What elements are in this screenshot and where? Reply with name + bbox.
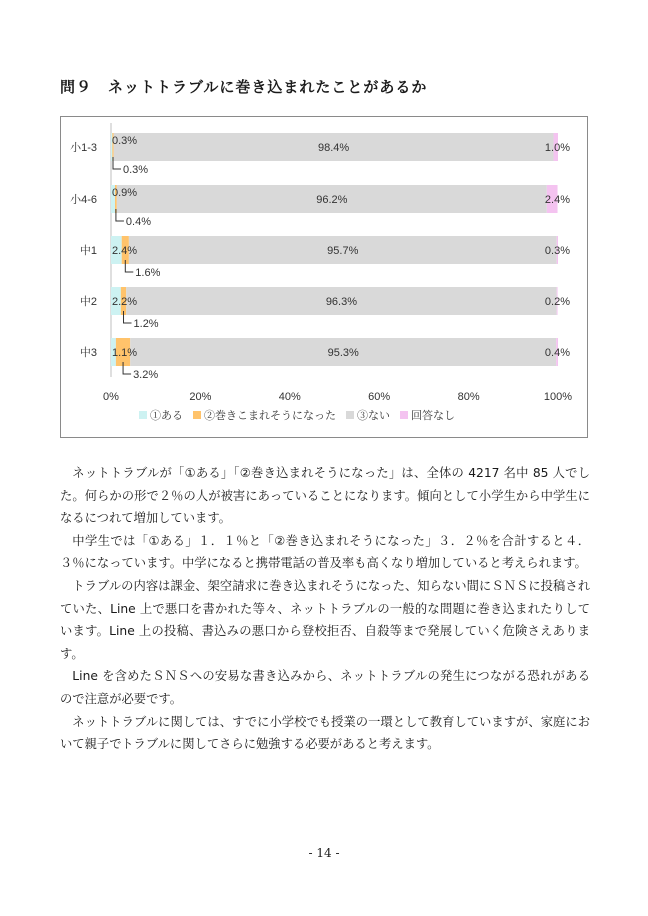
data-label: 0.4% [125, 216, 151, 228]
data-label: 95.7% [327, 245, 359, 257]
legend-label: ①ある [150, 410, 183, 422]
paragraph: ネットトラブルに関しては、すでに小学校でも授業の一環として教育していますが、家庭において親子でトラブルに関してさらに勉強する必要があると考えます。 [60, 714, 590, 752]
data-label: 0.2% [544, 296, 570, 308]
legend-label: 回答なし [411, 410, 455, 422]
legend-swatch [193, 411, 201, 419]
data-label: 96.2% [316, 194, 348, 206]
data-label: 0.9% [112, 187, 138, 199]
paragraph: 中学生では「①ある」１．１％と「②巻き込まれそうになった」３．２％を合計すると４．３％になっています。中学になると携帯電話の普及率も高くなり増加していると考えられます。 [60, 533, 590, 571]
data-label: 2.2% [112, 296, 138, 308]
question-heading: 問９ ネットトラブルに巻き込まれたことがあるか [60, 78, 428, 96]
category-label: 小4-6 [70, 194, 97, 206]
data-label: 0.3% [112, 135, 138, 147]
chart-frame [60, 116, 588, 438]
data-label: 98.4% [318, 142, 350, 154]
data-label: 1.2% [133, 318, 159, 330]
x-tick-label: 60% [368, 391, 391, 403]
data-label: 95.3% [327, 347, 359, 359]
body-text [60, 462, 590, 756]
data-label: 2.4% [544, 194, 570, 206]
data-label: 0.3% [544, 245, 570, 257]
data-label: 2.4% [112, 245, 138, 257]
paragraph: トラブルの内容は課金、架空請求に巻き込まれそうになった、知らない間にＳＮＳに投稿されていた、Line 上で悪口を書かれた等々、ネットトラブルの一般的な問題に巻き込まれたりしています。Line 上の投稿、書込みの悪口から登校拒否、自殺等まで発展していく危険さえあります。 [60, 578, 590, 661]
category-label: 中1 [79, 245, 97, 257]
legend-swatch [400, 411, 408, 419]
x-tick-label: 20% [189, 391, 212, 403]
x-tick-label: 80% [457, 391, 480, 403]
category-label: 小1-3 [70, 142, 97, 154]
legend-label: ③ない [357, 410, 390, 422]
data-label: 1.1% [112, 347, 138, 359]
data-label: 1.0% [544, 142, 570, 154]
category-label: 中3 [79, 347, 97, 359]
legend-label: ②巻きこまれそうになった [204, 410, 336, 422]
data-label: 0.3% [123, 164, 149, 176]
legend-swatch [346, 411, 354, 419]
data-label: 3.2% [133, 369, 159, 381]
category-label: 中2 [79, 296, 97, 308]
x-tick-label: 40% [278, 391, 301, 403]
data-label: 96.3% [325, 296, 358, 308]
paragraph: Line を含めたＳＮＳへの安易な書き込みから、ネットトラブルの発生につながる恐れがあるので注意が必要です。 [60, 669, 590, 706]
paragraph: ネットトラブルが「①ある」「②巻き込まれそうになった」は、全体の 4217 名中 85 人でした。何らかの形で２％の人が被害にあっていることになります。傾向として小学生から中学生になるにつれて増加しています。 [60, 466, 590, 526]
page-number: - 14 - [308, 846, 340, 860]
stacked-bar-chart [61, 117, 587, 437]
x-tick-label: 100% [543, 391, 573, 403]
data-label: 1.6% [135, 267, 161, 279]
data-label: 0.4% [544, 347, 570, 359]
x-tick-label: 0% [103, 391, 119, 403]
legend-swatch [139, 411, 147, 419]
